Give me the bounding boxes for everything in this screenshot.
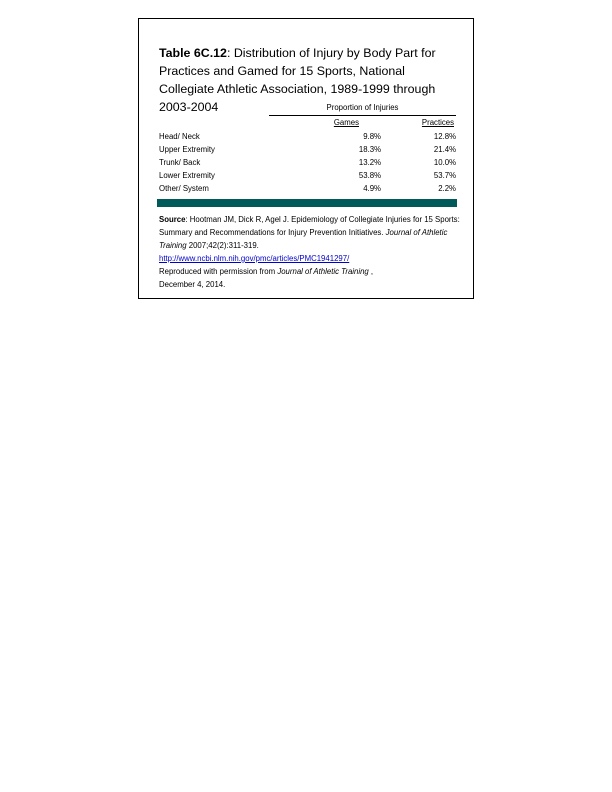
table-row: [159, 130, 456, 143]
practices-value: 12.8%: [433, 132, 456, 141]
source-journal: Journal of Athletic Training: [159, 228, 448, 250]
games-value: 9.8%: [363, 132, 381, 141]
row-label: Upper Extremity: [159, 145, 215, 154]
games-value: 13.2%: [358, 158, 381, 167]
row-label: Other/ System: [159, 184, 209, 193]
source-citation: : Hootman JM, Dick R, Agel J. Epidemiology of Collegiate Injuries for 15 Sports: Summary and Recommendations for Injury Prevention Initiatives.: [159, 215, 460, 237]
source-note: [159, 213, 464, 291]
table-row: [159, 143, 456, 156]
source-volume: 2007;42(2):311-319.: [186, 241, 259, 250]
games-value: 18.3%: [358, 145, 381, 154]
table-row: [159, 169, 456, 182]
games-value: 53.8%: [358, 171, 381, 180]
practices-value: 10.0%: [433, 158, 456, 167]
table-panel: [138, 18, 474, 299]
table-number: Table 6C.12: [159, 46, 227, 60]
column-header-practices: Practices: [421, 118, 454, 127]
table-row: [159, 182, 456, 195]
source-link[interactable]: http://www.ncbi.nlm.nih.gov/pmc/articles/PMC1941297/: [159, 254, 350, 263]
column-group-header: Proportion of Injuries: [269, 103, 456, 116]
table-caption: : Distribution of Injury by Body Part for Practices and Gamed for 15 Sports, National Collegiate Athletic Association, 1989-1999 through 2003-2004: [159, 46, 436, 114]
divider-bar: [157, 199, 457, 207]
reproduction-note: Reproduced with permission from: [159, 267, 278, 276]
column-header-games: Games: [333, 118, 359, 127]
row-label: Trunk/ Back: [159, 158, 201, 167]
practices-value: 53.7%: [433, 171, 456, 180]
games-value: 4.9%: [363, 184, 381, 193]
reproduction-journal: Journal of Athletic Training: [277, 267, 369, 276]
reproduction-date: December 4, 2014.: [159, 280, 226, 289]
row-label: Head/ Neck: [159, 132, 200, 141]
practices-value: 21.4%: [433, 145, 456, 154]
row-label: Lower Extremity: [159, 171, 215, 180]
injury-table: [159, 130, 456, 195]
table-row: [159, 156, 456, 169]
practices-value: 2.2%: [438, 184, 456, 193]
reproduction-suffix: ,: [368, 267, 374, 276]
source-label: Source: [159, 215, 186, 224]
